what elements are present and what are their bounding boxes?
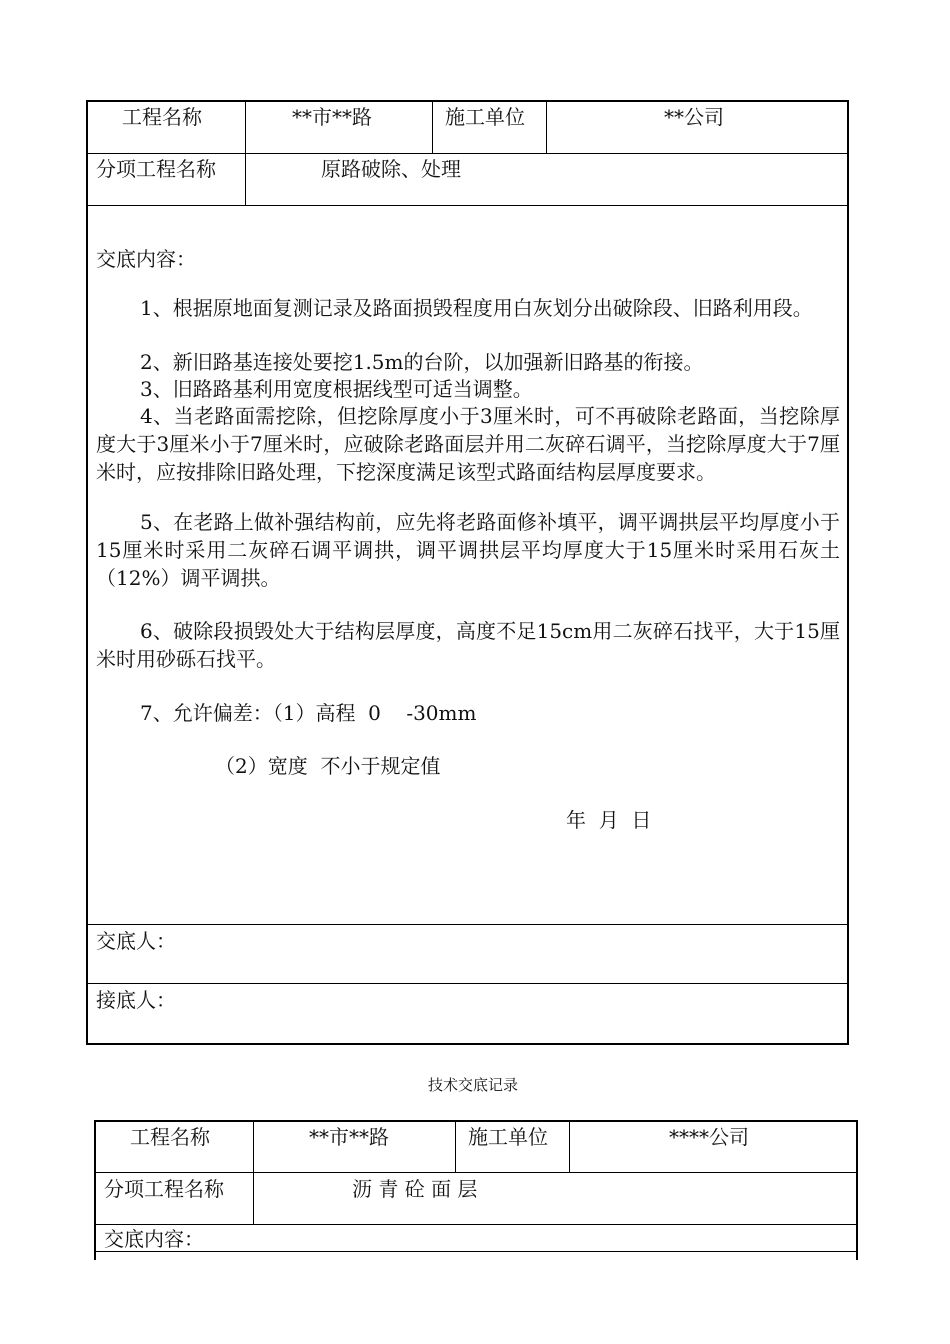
- receiver-person-label: 接底人：: [96, 988, 176, 1012]
- t2-project-name-value: **市**路: [309, 1125, 389, 1149]
- table1-col-divider: [432, 102, 433, 153]
- t2-sub-project-label: 分项工程名称: [104, 1177, 224, 1201]
- table2-row-divider: [96, 1224, 856, 1225]
- t2-contractor-value: ****公司: [669, 1125, 749, 1149]
- content-label: 交底内容：: [96, 247, 196, 271]
- record-caption: 技术交底记录: [428, 1076, 519, 1094]
- content-item-2: 2、新旧路基连接处要挖1.5m的台阶，以加强新旧路基的衔接。: [140, 350, 704, 374]
- content-item-1: 1、根据原地面复测记录及路面损毁程度用白灰划分出破除段、旧路利用段。: [140, 296, 813, 320]
- contractor-value: **公司: [664, 105, 724, 129]
- table1-row-divider: [88, 205, 847, 206]
- table2-col-divider: [455, 1122, 456, 1172]
- date-field: 年 月 日: [566, 808, 652, 832]
- handover-person-label: 交底人：: [96, 929, 176, 953]
- sub-project-label: 分项工程名称: [96, 157, 216, 181]
- table1-row-divider: [88, 924, 847, 925]
- content-item-6: 6、破除段损毁处大于结构层厚度，高度不足15cm用二灰碎石找平，大于15厘米时用砂砾石找平。: [96, 619, 840, 671]
- content-item-3: 3、旧路路基利用宽度根据线型可适当调整。: [140, 377, 533, 401]
- contractor-label: 施工单位: [445, 105, 525, 129]
- content-item-4: 4、当老路面需挖除，但挖除厚度小于3厘米时，可不再破除老路面，当挖除厚度大于3厘米小于7厘米时，应破除老路面层并用二灰碎石调平，当挖除厚度大于7厘米时，应按排除旧路处理，下挖深度满足该型式路面结构层厚度要求。: [96, 404, 840, 484]
- table2-col-divider: [569, 1122, 570, 1172]
- table1-row-divider: [88, 983, 847, 984]
- t2-project-name-label: 工程名称: [130, 1125, 210, 1149]
- table1-col-divider: [546, 102, 547, 153]
- tolerance-width: （2）宽度 不小于规定值: [215, 754, 441, 778]
- table1-col-divider: [245, 102, 246, 205]
- tolerance-elevation: 7、允许偏差：（1）高程 0 -30mm: [140, 701, 477, 725]
- table1-row-divider: [88, 153, 847, 154]
- sub-project-value: 原路破除、处理: [321, 157, 461, 181]
- t2-content-label: 交底内容：: [104, 1227, 204, 1251]
- table2-row-divider: [96, 1172, 856, 1173]
- table2-col-divider: [253, 1122, 254, 1224]
- t2-contractor-label: 施工单位: [468, 1125, 548, 1149]
- content-item-5: 5、在老路上做补强结构前，应先将老路面修补填平，调平调拱层平均厚度小于15厘米时采用二灰碎石调平调拱，调平调拱层平均厚度大于15厘米时采用石灰土（12%）调平调拱。: [96, 510, 840, 590]
- project-name-value: **市**路: [292, 105, 372, 129]
- project-name-label: 工程名称: [122, 105, 202, 129]
- table2-row-divider: [96, 1251, 856, 1252]
- t2-sub-project-value: 沥 青 砼 面 层: [352, 1177, 478, 1201]
